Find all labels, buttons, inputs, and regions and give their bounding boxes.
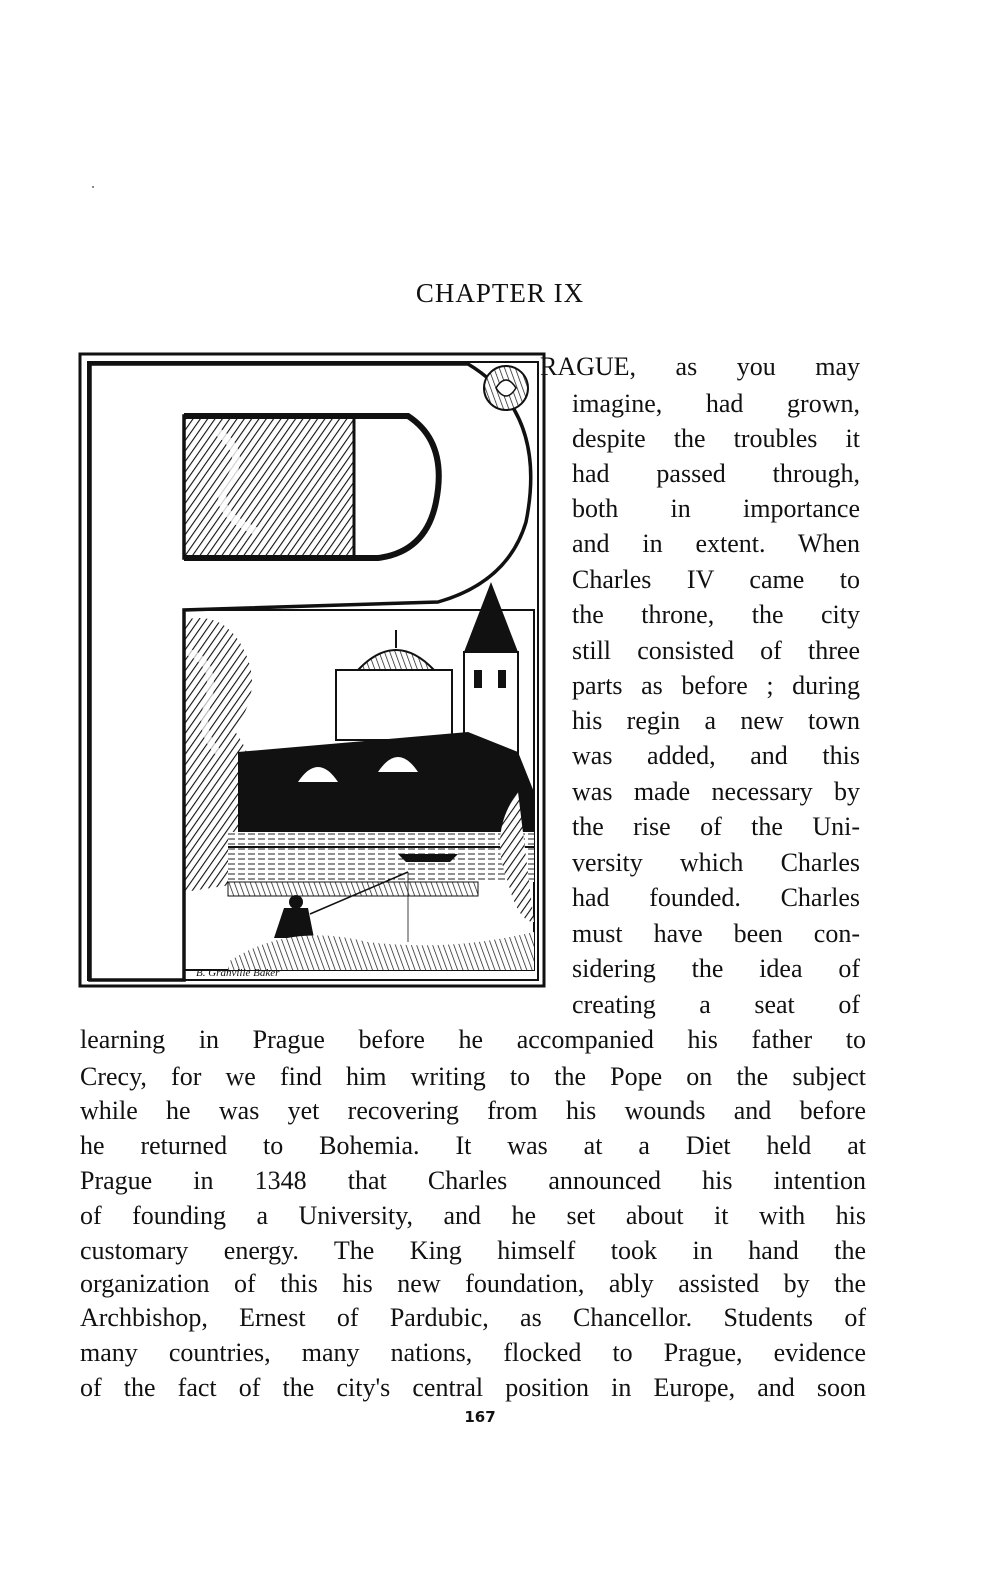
body-line: had passed through,	[572, 459, 860, 488]
body-line: Prague in 1348 that Charles announced his intention	[80, 1166, 866, 1195]
body-line: he returned to Bohemia. It was at a Diet held at	[80, 1131, 866, 1160]
body-line: creating a seat of	[572, 990, 860, 1019]
body-line: the throne, the city	[572, 600, 860, 629]
chapter-title: CHAPTER IX	[415, 278, 585, 308]
body-line: many countries, many nations, flocked to Prague, evidence	[80, 1338, 866, 1367]
drop-cap-illustration	[78, 352, 548, 992]
body-line: customary energy. The King himself took in hand the	[80, 1236, 866, 1265]
body-line: versity which Charles	[572, 848, 860, 877]
body-line: and in extent. When	[572, 529, 860, 558]
body-line: Archbishop, Ernest of Pardubic, as Chancellor. Students of	[80, 1303, 866, 1332]
body-line: was made necessary by	[572, 777, 860, 806]
body-line: Crecy, for we find him writing to the Pope on the subject	[80, 1062, 866, 1091]
body-line: his regin a new town	[572, 706, 860, 735]
body-line: still consisted of three	[572, 636, 860, 665]
body-line: both in importance	[572, 494, 860, 523]
body-line: sidering the idea of	[572, 954, 860, 983]
body-line: while he was yet recovering from his wounds and before	[80, 1096, 866, 1125]
body-line: of the fact of the city's central position in Europe, and soon	[80, 1373, 866, 1402]
body-line: must have been con-	[572, 919, 860, 948]
body-line: RAGUE, as you may	[540, 352, 860, 381]
body-line: was added, and this	[572, 741, 860, 770]
artist-signature: B. Granville Baker	[196, 967, 280, 979]
body-line: learning in Prague before he accompanied his father to	[80, 1025, 866, 1054]
body-line: of founding a University, and he set about it with his	[80, 1201, 866, 1230]
body-line: despite the troubles it	[572, 424, 860, 453]
body-line: imagine, had grown,	[572, 389, 860, 418]
body-line: the rise of the Uni-	[572, 812, 860, 841]
body-line: parts as before ; during	[572, 671, 860, 700]
body-line: Charles IV came to	[572, 565, 860, 594]
body-line: had founded. Charles	[572, 883, 860, 912]
page-number: 167	[464, 1408, 496, 1426]
body-line: organization of this his new foundation, ably assisted by the	[80, 1269, 866, 1298]
